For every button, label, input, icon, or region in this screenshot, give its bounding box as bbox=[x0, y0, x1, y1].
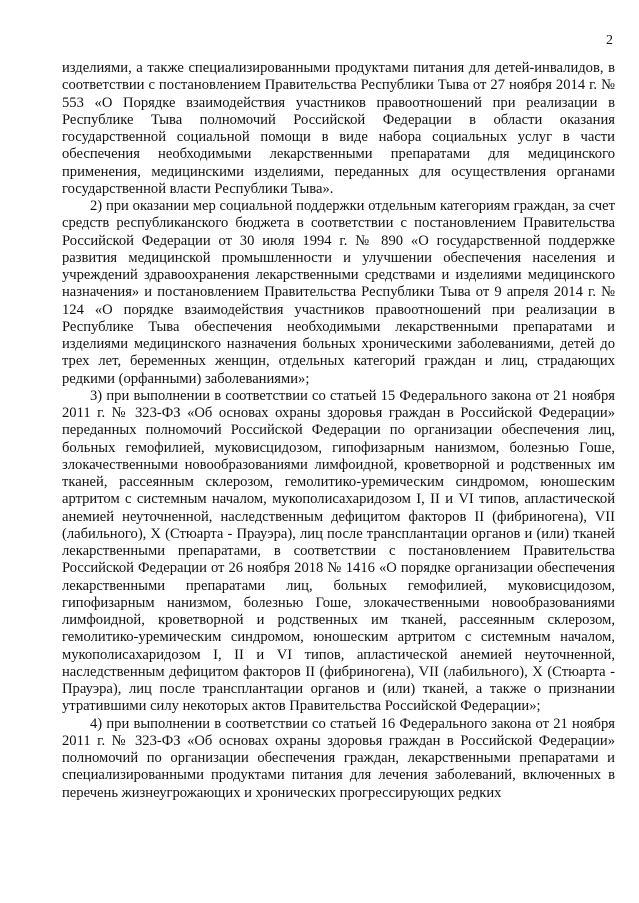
paragraph-item-2: 2) при оказании мер социальной поддержки отдельным категориям граждан, за счет средств республиканского бюджета в соответствии с постановлением Правительства Российской Федерации от 30 июля 1994 г. № 890 «О государственной поддержке развития медицинской промышленности и улучшении обеспечения населения и учреждений здравоохранения лекарственными средствами и изделиями медицинского назначения» и постановлением Правительства Республики Тыва от 9 апреля 2014 г. № 124 «О порядке взаимодействия участников правоотношений при реализации в Республике Тыва обеспечения необходимыми лекарственными препаратами и изделиями медицинского назначения больных хроническими заболеваниями, детей до трех лет, беременных женщин, отдельных категорий граждан и лиц, страдающих редкими (орфанными) заболеваниями»; bbox=[62, 198, 615, 387]
paragraph-item-4: 4) при выполнении в соответствии со статьей 16 Федерального закона от 21 ноября 2011 г. № 323-ФЗ «Об основах охраны здоровья граждан в Российской Федерации» полномочий по организации обеспечения граждан, лекарственными препаратами и специализированными продуктами питания для лечения заболеваний, включенных в перечень жизнеугрожающих и хронических прогрессирующих редких bbox=[62, 715, 615, 801]
paragraph-continuation: изделиями, а также специализированными продуктами питания для детей-инвалидов, в соответствии с постановлением Правительства Республики Тыва от 27 ноября 2014 г. № 553 «О Порядке взаимодействия участников правоотношений при реализации в Республике Тыва полномочий Российской Федерации в области оказания государственной социальной помощи в виде набора социальных услуг в части обеспечения необходимыми лекарственными препаратами для медицинского применения, медицинскими изделиями, переданных для осуществления органами государственной власти Республики Тыва». bbox=[62, 60, 615, 197]
page-number: 2 bbox=[606, 33, 613, 48]
body-text bbox=[62, 60, 615, 802]
paragraph-item-3: 3) при выполнении в соответствии со статьей 15 Федерального закона от 21 ноября 2011 г. № 323-ФЗ «Об основах охраны здоровья граждан в Российской Федерации» переданных полномочий Российской Федерации по организации обеспечения лиц, больных гемофилией, муковисцидозом, гипофизарным нанизмом, болезнью Гоше, злокачественными новообразованиями лимфоидной, кроветворной и родственных им тканей, рассеянным склерозом, гемолитико-уремическим синдромом, юношеским артритом с системным началом, мукополисахаридозом I, II и VI типов, апластической анемией неуточненной, наследственным дефицитом факторов II (фибриногена), VII (лабильного), X (Стюарта - Прауэра), лиц после трансплантации органов и (или) тканей лекарственными препаратами, в соответствии с постановлением Правительства Российской Федерации от 26 ноября 2018 № 1416 «О порядке организации обеспечения лекарственными препаратами лиц, больных гемофилией, муковисцидозом, гипофизарным нанизмом, болезнью Гоше, злокачественными новообразованиями лимфоидной, кроветворной и родственных им тканей, рассеянным склерозом, гемолитико-уремическим синдромом, юношеским артритом с системным началом, мукополисахаридозом I, II и VI типов, апластической анемией неуточненной, наследственным дефицитом факторов II (фибриногена), VII (лабильного), X (Стюарта - Прауэра), лиц после трансплантации органов и (или) тканей, а также о признании утратившими силу некоторых актов Правительства Российской Федерации»; bbox=[62, 387, 615, 715]
